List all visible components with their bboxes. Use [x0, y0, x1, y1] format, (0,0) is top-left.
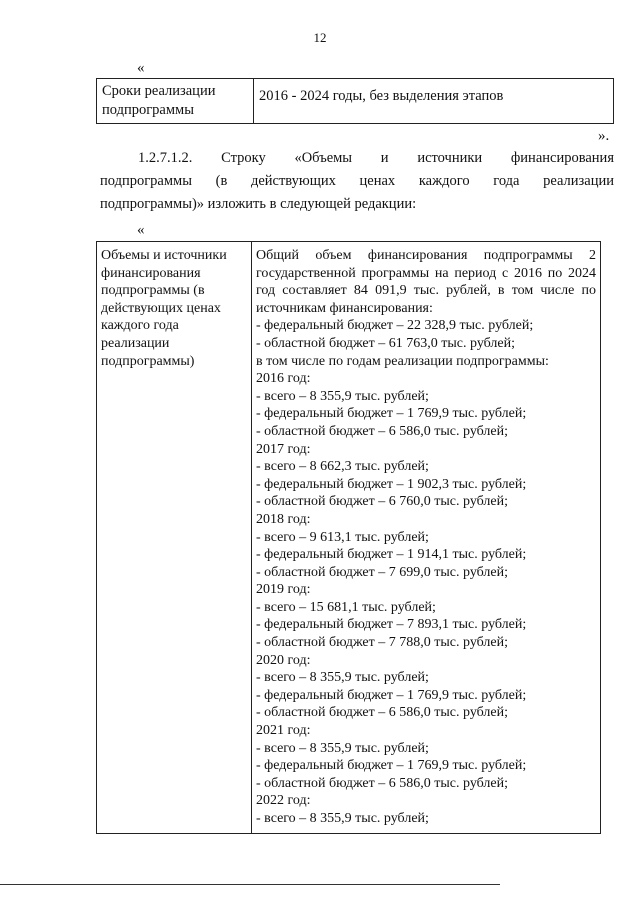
opening-quote-2: « [137, 222, 145, 238]
list-item: - всего – 8 355,9 тыс. рублей; [256, 388, 429, 404]
opening-quote-1: « [137, 60, 145, 76]
list-item: 2022 год: [256, 793, 311, 809]
list-item: - областной бюджет – 6 586,0 тыс. рублей; [256, 775, 508, 791]
table-row [97, 242, 601, 834]
paragraph-line: 1.2.7.1.2. Строку «Объемы и источники финансирования [138, 150, 614, 166]
list-item: - федеральный бюджет – 22 328,9 тыс. рублей; [256, 318, 534, 334]
timeline-value-cell: 2016 - 2024 годы, без выделения этапов [254, 79, 614, 124]
list-item: - областной бюджет – 7 699,0 тыс. рублей; [256, 564, 508, 580]
amendment-paragraph [100, 147, 614, 216]
list-item: - федеральный бюджет – 1 769,9 тыс. рублей; [256, 758, 527, 774]
list-item: - областной бюджет – 6 760,0 тыс. рублей; [256, 494, 508, 510]
table-row [97, 79, 614, 124]
list-item: - областной бюджет – 6 586,0 тыс. рублей; [256, 705, 508, 721]
closing-quote: ». [598, 128, 610, 144]
list-item: 2018 год: [256, 511, 311, 527]
list-item: 2017 год: [256, 441, 311, 457]
timeline-table [96, 78, 614, 124]
footer-divider [0, 884, 500, 885]
list-item: 2020 год: [256, 652, 311, 668]
list-item: в том числе по годам реализации подпрограммы: [256, 353, 549, 369]
financing-label-cell: Объемы и источники финансирования подпрограммы (в действующих ценах каждого года реализации подпрограммы) [97, 242, 252, 834]
list-item: - всего – 8 355,9 тыс. рублей; [256, 670, 429, 686]
financing-value-cell [252, 242, 601, 834]
financing-lines [256, 317, 596, 827]
financing-intro: Общий объем финансирования подпрограммы 2 государственной программы на период с 2016 по 2024 год составляет 84 091,9 тыс. рублей, в том числе по источникам финансирования: [256, 248, 596, 316]
list-item: - федеральный бюджет – 1 769,9 тыс. рублей; [256, 687, 527, 703]
paragraph-line: подпрограммы)» изложить в следующей редакции: [100, 196, 417, 212]
list-item: 2016 год: [256, 371, 311, 387]
paragraph-line: подпрограммы (в действующих ценах каждого года реализации [100, 173, 614, 189]
list-item: - федеральный бюджет – 1 914,1 тыс. рублей; [256, 547, 527, 563]
list-item: - федеральный бюджет – 7 893,1 тыс. рублей; [256, 617, 527, 633]
list-item: - всего – 8 355,9 тыс. рублей; [256, 740, 429, 756]
list-item: 2021 год: [256, 723, 311, 739]
list-item: - федеральный бюджет – 1 769,9 тыс. рублей; [256, 406, 527, 422]
list-item: 2019 год: [256, 582, 311, 598]
list-item: - всего – 8 662,3 тыс. рублей; [256, 459, 429, 475]
page-number: 12 [313, 30, 327, 45]
list-item: - всего – 15 681,1 тыс. рублей; [256, 599, 436, 615]
list-item: - областной бюджет – 7 788,0 тыс. рублей; [256, 635, 508, 651]
list-item: - всего – 8 355,9 тыс. рублей; [256, 811, 429, 826]
financing-table [96, 241, 601, 834]
list-item: - областной бюджет – 6 586,0 тыс. рублей; [256, 423, 508, 439]
list-item: - всего – 9 613,1 тыс. рублей; [256, 529, 429, 545]
timeline-label-cell: Сроки реализации подпрограммы [97, 79, 254, 124]
list-item: - областной бюджет – 61 763,0 тыс. рублей; [256, 335, 515, 351]
list-item: - федеральный бюджет – 1 902,3 тыс. рублей; [256, 476, 527, 492]
